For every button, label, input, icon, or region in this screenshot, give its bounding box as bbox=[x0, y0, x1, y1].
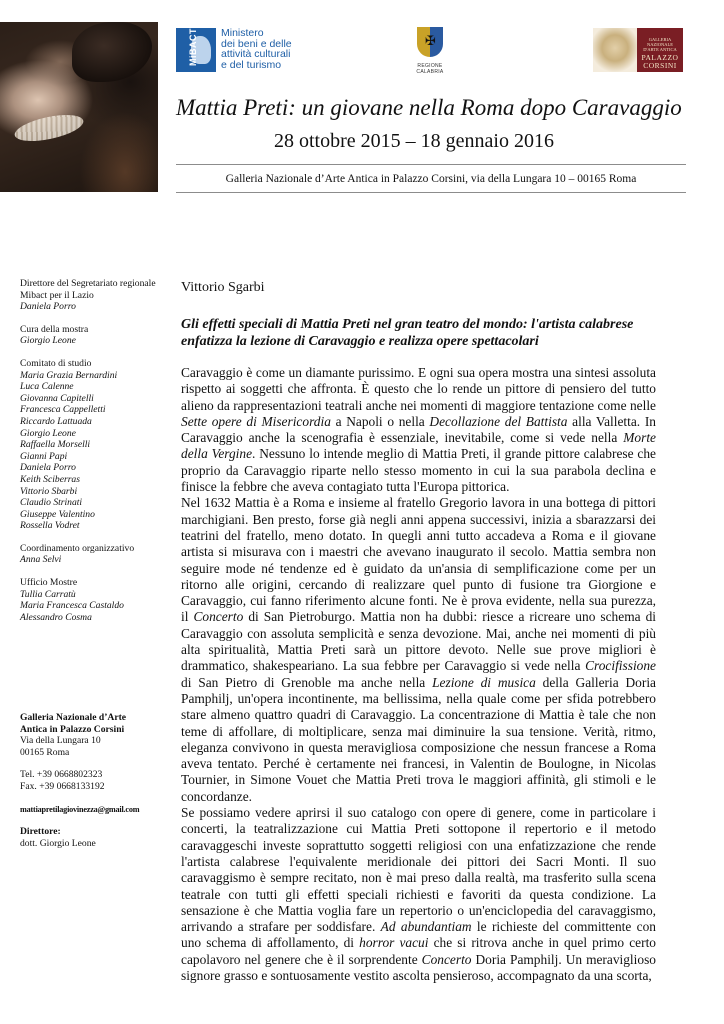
credits-name: Giorgio Leone bbox=[20, 427, 76, 439]
mibact-emblem bbox=[176, 28, 216, 72]
gallery-street: Via della Lungara 10 bbox=[20, 735, 101, 747]
palazzo-corsini-logo bbox=[593, 28, 683, 72]
header-painting bbox=[0, 22, 158, 192]
credits-label: Comitato di studio bbox=[20, 357, 92, 369]
corsini-small-line: GALLERIA NAZIONALE bbox=[647, 37, 673, 47]
header-divider-bottom bbox=[176, 192, 686, 193]
latin-phrase: Ad abundantiam bbox=[380, 919, 472, 935]
artwork-title: Concerto bbox=[421, 951, 472, 967]
fax-number: Fax. +39 0668133192 bbox=[20, 780, 105, 792]
mibact-line: dei beni e delle bbox=[221, 37, 292, 50]
artwork-title: Lezione di musica bbox=[432, 674, 536, 690]
credits-label: Cura della mostra bbox=[20, 323, 89, 335]
text-run: alla Valletta. In Caravaggio anche la scenografia è essenziale, inevitabile, come si vede nella bbox=[181, 413, 656, 446]
exhibition-dates: 28 ottobre 2015 – 18 gennaio 2016 bbox=[274, 130, 554, 152]
gallery-name-line: Antica in Palazzo Corsini bbox=[20, 723, 125, 735]
credits-name: Daniela Porro bbox=[20, 462, 76, 474]
article-author: Vittorio Sgarbi bbox=[181, 280, 265, 295]
credits-name: Luca Calenne bbox=[20, 381, 74, 393]
exhibition-title: Mattia Preti: un giovane nella Roma dopo Caravaggio bbox=[176, 95, 682, 120]
sidebar-credits bbox=[20, 278, 160, 634]
article-paragraph bbox=[181, 495, 656, 805]
artwork-title: Concerto bbox=[193, 609, 244, 625]
credits-name: Anna Selvi bbox=[20, 554, 62, 566]
phone-number: Tel. +39 0668802323 bbox=[20, 769, 103, 781]
regione-calabria-logo bbox=[405, 27, 455, 75]
cross-icon: ✠ bbox=[425, 34, 436, 49]
gallery-city: 00165 Roma bbox=[20, 746, 70, 758]
header-divider-top bbox=[176, 164, 686, 165]
credits-name: Keith Sciberras bbox=[20, 473, 80, 485]
credits-name: Tullia Carratù bbox=[20, 588, 76, 600]
credits-label: Coordinamento organizzativo bbox=[20, 542, 135, 554]
credits-name: Giorgio Leone bbox=[20, 335, 76, 347]
credits-name: Maria Francesca Castaldo bbox=[20, 600, 124, 612]
credits-name: Francesca Cappelletti bbox=[20, 404, 106, 416]
artwork-title: Decollazione del Battista bbox=[429, 413, 568, 429]
text-run: . Nessuno lo intende meglio di Mattia Preti, il grande pittore calabrese che proprio da Caravaggio riparte nello stesso momento in cui la sua parabola declina e finisce la febbre che aveva contagiato tutta l'Europa pittorica. bbox=[181, 446, 657, 495]
credits-name: Alessandro Cosma bbox=[20, 611, 92, 623]
corsini-label-box bbox=[637, 28, 683, 72]
calabria-label: REGIONE CALABRIA bbox=[416, 63, 444, 75]
artwork-title: Crocifissione bbox=[585, 658, 656, 674]
sidebar-contacts bbox=[20, 712, 160, 860]
latin-phrase: horror vacui bbox=[359, 935, 429, 951]
corsini-portrait-icon bbox=[593, 28, 637, 72]
article-body bbox=[181, 365, 656, 984]
credits-name: Maria Grazia Bernardini bbox=[20, 369, 118, 381]
article-paragraph bbox=[181, 365, 656, 495]
credits-label: Ufficio Mostre bbox=[20, 577, 78, 589]
credits-name: Rossella Vodret bbox=[20, 520, 80, 532]
corsini-big-line: PALAZZO bbox=[641, 53, 679, 62]
contacts-phone bbox=[20, 769, 160, 792]
credits-name: Giuseppe Valentino bbox=[20, 508, 95, 520]
gallery-address: Galleria Nazionale d’Arte Antica in Palazzo Corsini, via della Lungara 10 – 00165 Roma bbox=[225, 173, 637, 185]
contacts-address bbox=[20, 712, 160, 758]
credits-name: Raffaella Morselli bbox=[20, 439, 91, 451]
artwork-title: Morte della Vergine bbox=[181, 430, 656, 462]
text-run: della Galleria Doria Pamphilj, un'opera incontinente, ma bellissima, nella quale come per sfida potrebbero stare almeno quattro quadri di Caravaggio. La concentrazione di Mattia è tale che non teme di affollare, di moltiplicare, senza mai diminuire la sua tensione. Verità, ritmo, eleganza convivono in questa meravigliosa composizione che nessun francese a Roma aveva tentato. Perché è certamente nei francesi, in Valentin de Boulogne, in Nicolas Tournier, in Simone Vouet che Mattia Preti trova le maggiori affinità, gli stimoli e le concordanze. bbox=[181, 674, 656, 804]
credits-name: Giovanna Capitelli bbox=[20, 392, 94, 404]
credits-name: Riccardo Lattuada bbox=[20, 415, 92, 427]
direttore-name: dott. Giorgio Leone bbox=[20, 837, 96, 849]
text-run: di San Pietro di Grenoble ma anche nella bbox=[181, 674, 433, 690]
painting-ruff-collar bbox=[12, 110, 85, 146]
corsini-small-line: D'ARTE ANTICA bbox=[643, 47, 677, 52]
credits-direttore bbox=[20, 278, 160, 313]
text-run: le richieste del committente con uno schema di affollamento, di bbox=[181, 919, 656, 951]
contacts-direttore bbox=[20, 826, 160, 849]
text-run: Doria Pamphilj. Un meraviglioso signore grasso e sontuosamente vestito ascolta pensieroso, accompagnato da una scorta, bbox=[181, 951, 656, 983]
contacts-email bbox=[20, 804, 160, 816]
article-subtitle: Gli effetti speciali di Mattia Preti nel gran teatro del mondo: l'artista calabrese enfatizza la lezione di Caravaggio e realizza opere spettacolari bbox=[181, 317, 634, 349]
direttore-label: Direttore: bbox=[20, 826, 61, 838]
credits-comitato bbox=[20, 358, 160, 532]
mibact-logo bbox=[176, 28, 304, 72]
text-run: di San Pietroburgo. Mattia non ha dubbi: riesce a ricreare uno schema di Caravaggio con assoluta semplicità e senza devozione. Mai, anche nei momenti di più alta spiritualità, Mattia Preti sarà un pittore devoto. Nelle sue prove migliori è drammatico, shakespeariano. La sua febbre per Caravaggio si vede nella bbox=[181, 609, 656, 674]
credits-cura bbox=[20, 324, 160, 347]
corsini-big-text bbox=[637, 54, 683, 70]
text-run: Se possiamo vedere aprirsi il suo catalogo con opere di genere, come in particolare i concerti, la teatralizzazione cui Mattia Preti sottopone il repertorio e il metodo caravaggeschi investe soprattutto soggetti religiosi con una enfatizzazione che rende l'artista calabrese l'equivalente meridionale dei pittori dei Sacri Monti. Il suo caravaggismo è sempre recitato, non è mai preso dalla realtà, ma trasferito sulla scena teatrale con tutti gli effetti speciali richiesti e favoriti da questa condizione. La sensazione è che Mattia voglia fare un repertorio o un'enciclopedia del caravaggismo, arrivando a strafare per soddisfare. bbox=[181, 805, 656, 935]
credits-coordinamento bbox=[20, 543, 160, 566]
mibact-text bbox=[221, 28, 311, 70]
text-run: che si ritrova anche in quel primo certo capolavoro nel genere che è il sorprendente bbox=[181, 935, 656, 967]
corsini-big-line: CORSINI bbox=[643, 61, 677, 70]
artwork-title: Sette opere di Misericordia bbox=[181, 413, 331, 429]
credits-label: Direttore del Segretariato regionale Mibact per il Lazio bbox=[20, 278, 156, 301]
mibact-line: attività culturali bbox=[221, 48, 291, 60]
email-link[interactable]: mattiapretilagiovinezza@gmail.com bbox=[20, 804, 140, 814]
text-run: a Napoli o nella bbox=[330, 413, 430, 429]
article-paragraph bbox=[181, 805, 656, 984]
painting-feather bbox=[72, 22, 152, 82]
mibact-line: e del turismo bbox=[221, 58, 282, 71]
credits-ufficio-mostre bbox=[20, 577, 160, 623]
credits-name: Claudio Strinati bbox=[20, 497, 83, 509]
text-run: Caravaggio è come un diamante purissimo. E ogni sua opera mostra una sintesi assoluta rispetto ai soggetti che affronta. È questo che lo rende un pittore di pensiero del tutto alieno da rappresentazioni teatrali anche nei momenti di maggiore tentazione come nelle bbox=[181, 365, 656, 413]
credits-name: Vittorio Sbarbi bbox=[20, 485, 78, 497]
calabria-crest-icon bbox=[417, 27, 443, 57]
mibact-line: Ministero bbox=[221, 27, 264, 39]
mibact-vertical-label: MiBACT bbox=[188, 28, 198, 66]
text-run: Nel 1632 Mattia è a Roma e insieme al fratello Gregorio lavora in una bottega di pittori marchigiani. Ben presto, forse già negli anni appena successivi, inizia a sbarazzarsi dei teatrini del fratello, meno dotato. In quegli anni tutto accadeva a Roma e il giovane artista si misurava con i maestri che avevano inaugurato il secolo. Mattia sembra non seguire mode né tendenze ed è guidato da un'ansia di semplificazione come per un ritorno alle origini, cercando di realizzare quel punto di fusione tra Giorgione e Caravaggio, cui fanno riferimento alcune fonti. Ne è prova evidente, nella sua purezza, il bbox=[181, 495, 656, 625]
credits-name: Daniela Porro bbox=[20, 301, 76, 313]
gallery-name-line: Galleria Nazionale d’Arte bbox=[20, 712, 127, 723]
credits-name: Gianni Papi bbox=[20, 450, 68, 462]
corsini-small-text bbox=[637, 28, 683, 52]
